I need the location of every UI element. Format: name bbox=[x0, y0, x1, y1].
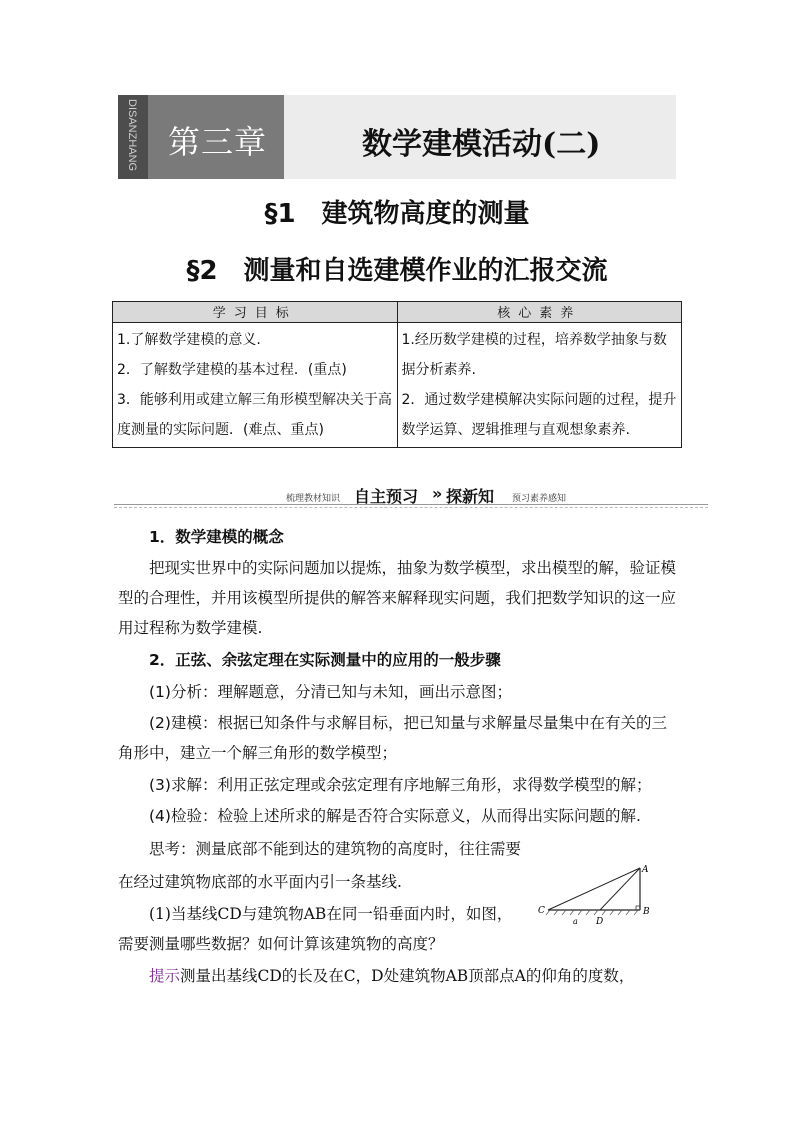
divider-line bbox=[114, 504, 708, 508]
ground-hatching bbox=[546, 910, 638, 915]
chapter-banner bbox=[118, 95, 676, 179]
learning-goals-cell bbox=[113, 323, 398, 448]
objectives-table bbox=[112, 301, 682, 448]
learning-goal-item: 3．能够利用或建立解三角形模型解决关于高度测量的实际问题．(难点、重点) bbox=[117, 392, 392, 438]
step-2: (2)建模：根据已知条件与求解目标，把已知量与求解量尽量集中在有关的三角形中，建立一个解三角形的数学模型； bbox=[118, 714, 667, 762]
section-number-2: §2 bbox=[186, 256, 218, 286]
hint-line bbox=[149, 961, 679, 991]
heading-2: 2．正弦、余弦定理在实际测量中的应用的一般步骤 bbox=[149, 651, 501, 669]
chapter-title: 数学建模活动(二) bbox=[362, 127, 601, 162]
divider-right-caption: 预习素养感知 bbox=[512, 494, 567, 504]
preview-divider bbox=[114, 482, 708, 506]
hint-text: 测量出基线CD的长及在C，D处建筑物AB顶部点A的仰角的度数， bbox=[180, 967, 635, 985]
step-1: (1)分析：理解题意，分清已知与未知，画出示意图； bbox=[149, 683, 512, 701]
learning-goal-item: 1.了解数学建模的意义. bbox=[117, 332, 261, 348]
divider-main-a: 自主预习 bbox=[354, 487, 419, 506]
think-line-2: 在经过建筑物底部的水平面内引一条基线. bbox=[118, 873, 402, 891]
label-a: A bbox=[642, 865, 649, 875]
question-line-1: (1)当基线CD与建筑物AB在同一铅垂面内时，如图， bbox=[149, 905, 513, 923]
core-literacy-cell bbox=[397, 323, 682, 448]
sightline-d bbox=[600, 868, 640, 910]
step-4: (4)检验：检验上述所求的解是否符合实际意义，从而得出实际问题的解. bbox=[149, 807, 641, 825]
label-c: C bbox=[538, 906, 545, 916]
section-text-2: 测量和自选建模作业的汇报交流 bbox=[243, 256, 608, 286]
chapter-label-box bbox=[148, 95, 284, 179]
divider-main-b: 探新知 bbox=[446, 487, 495, 506]
sightline-c bbox=[548, 868, 640, 910]
divider-arrow-icon: » bbox=[432, 484, 443, 503]
hint-label: 提示 bbox=[149, 967, 181, 985]
divider-left-caption: 梳理教材知识 bbox=[286, 494, 341, 504]
section-title-2 bbox=[0, 250, 794, 287]
core-literacy-item: 1.经历数学建模的过程，培养数学抽象与数据分析素养. bbox=[401, 332, 667, 378]
think-line-1: 思考：测量底部不能到达的建筑物的高度时，往往需要 bbox=[149, 840, 522, 858]
step-3: (3)求解：利用正弦定理或余弦定理有序地解三角形，求得数学模型的解； bbox=[149, 776, 652, 794]
label-d: D bbox=[596, 917, 604, 927]
section-text-1: 建筑物高度的测量 bbox=[321, 199, 530, 229]
chapter-title-box bbox=[284, 95, 676, 179]
chapter-label: 第三章 bbox=[168, 123, 268, 161]
building-elevation-figure bbox=[536, 862, 666, 932]
label-b: B bbox=[643, 907, 650, 917]
core-literacy-item: 2．通过数学建模解决实际问题的过程，提升数学运算、逻辑推理与直观想象素养. bbox=[401, 392, 677, 438]
learning-goal-item: 2．了解数学建模的基本过程．(重点) bbox=[117, 362, 347, 378]
section-number-1: §1 bbox=[264, 199, 296, 229]
header-learning-goals: 学习目标 bbox=[113, 302, 398, 323]
banner-side-strip bbox=[118, 95, 148, 179]
table-header-row bbox=[113, 302, 682, 323]
question-line-2: 需要测量哪些数据？如何计算该建筑物的高度？ bbox=[118, 935, 444, 953]
header-core-literacy: 核心素养 bbox=[397, 302, 682, 323]
paragraph-1: 把现实世界中的实际问题加以提炼，抽象为数学模型，求出模型的解，验证模型的合理性，并用该模型所提供的解答来解释现实问题，我们把数学知识的这一应用过程称为数学建模. bbox=[118, 559, 677, 637]
banner-side-text: DISANZHANG bbox=[126, 99, 138, 172]
heading-1: 1．数学建模的概念 bbox=[149, 528, 284, 546]
label-base-a: a bbox=[573, 917, 578, 926]
section-title-1 bbox=[0, 193, 794, 230]
table-row bbox=[113, 323, 682, 448]
